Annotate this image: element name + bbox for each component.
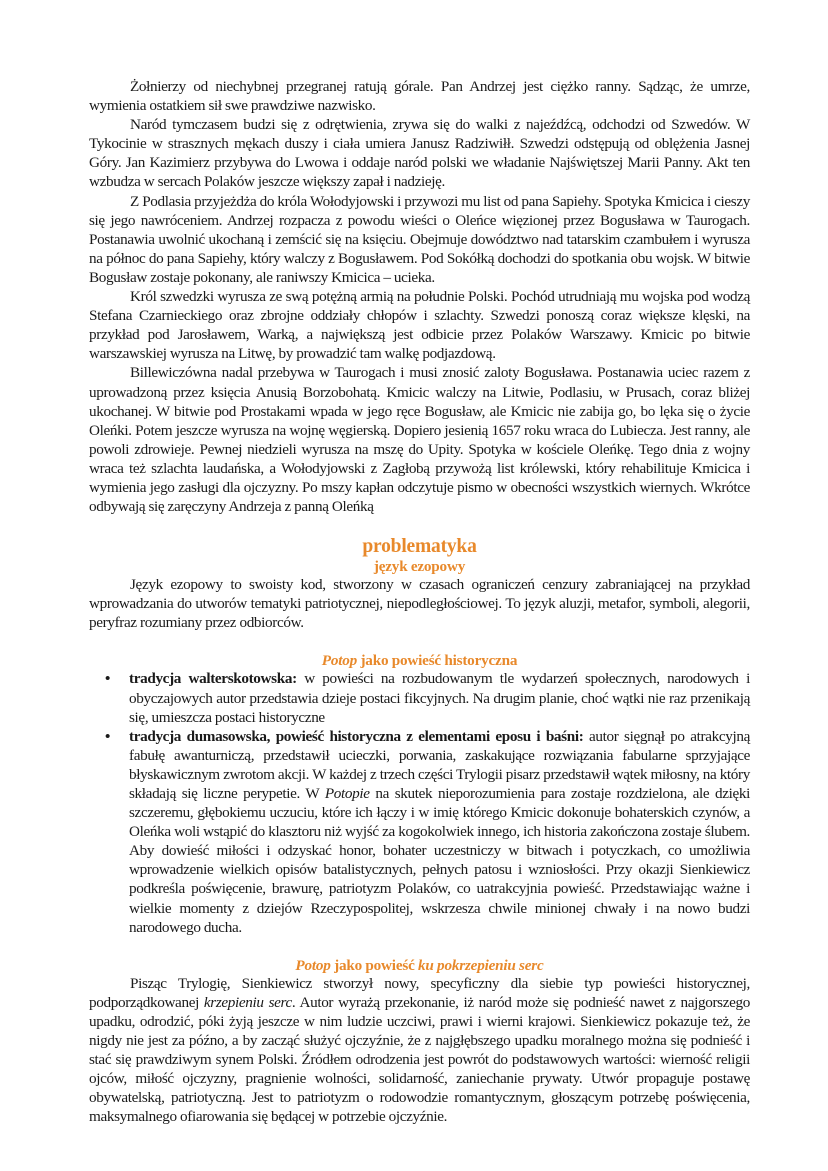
bullet-icon: • <box>105 727 110 745</box>
document-page <box>89 77 750 1127</box>
list-item <box>105 669 750 726</box>
pokrzepienie-paragraph <box>89 974 750 1127</box>
plot-paragraph: Billewiczówna nadal przebywa w Taurogach i musi znosić zaloty Bogusława. Postanawia uciec razem z uprowadzoną przez księcia Anusią Borzobohatą. Kmicic walczy na Litwie, Podlasiu, w Prusach, coraz bliżej ukochanej. W bitwie pod Prostakami wpada w jego ręce Bogusław, ale Kmicic nie zabija go, bo lęka się o życie Oleńki. Potem jeszcze wyrusza na wojnę węgierską. Dopiero jesienią 1657 roku wraca do Lubiecza. Jest ranny, ale powoli zdrowieje. Pewnej niedzieli wyrusza na mszę do Upity. Spotyka w kościele Oleńkę. Tego dnia z wojny wraca też szlachta laudańska, a Wołodyjowski z Zagłobą przywożą list królewski, który rehabilituje Kmicica i wymienia jego zasługi dla ojczyzny. Po mszy kapłan odczytuje pismo w obecności wszystkich wiernych. Wkrótce odbywają się zaręczyny Andrzeja z panną Oleńką <box>89 364 750 516</box>
list-item-term: tradycja walterskotowska: <box>129 670 297 688</box>
subheading-jezyk-ezopowy: język ezopowy <box>373 558 466 576</box>
subheading-historical-novel <box>89 652 750 669</box>
traditions-list <box>89 669 750 936</box>
plot-paragraph: Król szwedzki wyrusza ze swą potężną armią na południe Polski. Pochód utrudniają mu wojska pod wodzą Stefana Czarnieckiego oraz zbrojne oddziały chłopów i szlachty. Szwedzi ponoszą coraz większe klęski, na przykład pod Jarosławem, Warką, a największą jest odbicie przez Polaków Warszawy. Kmicic po bitwie warszawskiej wyrusza na Litwę, by prowadzić tam walkę podjazdową. <box>89 288 750 363</box>
paragraph-text: Pisząc Trylogię, Sienkiewicz stworzył nowy, specyficzny dla siebie typ powieści historycznej, podporządkowanej <box>89 974 750 1011</box>
jezyk-ezopowy-paragraph: Język ezopowy to swoisty kod, stworzony w czasach ograniczeń cenzury zabraniającej na przykład wprowadzania do utworów tematyki patriotycznej, niepodległościowej. To język aluzji, metafor, symboli, alegorii, peryfraz rozumiany przez odbiorców. <box>89 576 750 632</box>
plot-paragraph: Naród tymczasem budzi się z odrętwienia, zrywa się do walki z najeźdźcą, odchodzi od Szwedów. W Tykocinie w strasznych mękach duszy i ciała umiera Janusz Radziwiłł. Szwedzi odstępują od oblężenia Jasnej Góry. Jan Kazimierz przybywa do Lwowa i oddaje naród polski we władanie Najświętszej Marii Panny. Akt ten wzbudza w sercach Polaków jeszcze większy zapał i nadzieję. <box>89 116 750 191</box>
heading-title-italic: Potop <box>321 652 358 670</box>
plot-summary <box>89 77 750 516</box>
heading-title-rest: jako powieść historyczna <box>357 652 518 670</box>
list-item-text: autor sięgnął po atrakcyjną fabułę awanturniczą, przedstawił ucieczki, porwania, zaskakujące rozwiązania fabularne sprzyjające błyskawicznym zwrotom akcji. W każdej z trzech części Trylogii pisarz przedstawił wątek miłosny, na który składają się liczne perypetie. W <box>129 727 750 802</box>
paragraph-italic: krzepieniu serc <box>203 993 292 1011</box>
paragraph-text: . Autor wyrażą przekonanie, iż naród może się podnieść nawet z najgorszego upadku, odrodzić, póki żyją jeszcze w nim ludzie uczciwi, prawi i wierni krajowi. Sienkiewicz pokazuje też, że nigdy nie jest za późno, a by zacząć służyć ojczyźnie, że z najgłębszego upadku moralnego można się podnieść i stać się prawdziwym synem Polski. Źródłem odrodzenia jest powrót do podstawowych wartości: wierność religii ojców, miłość ojczyzny, pragnienie wolności, solidarność, zaniechanie prywaty. Utwór propaguje postawę obywatelską, patriotyczną. Jest to patriotyzm o rodowodzie romantycznym, głoszącym potrzebę poświęcenia, maksymalnego ofiarowania się będącej w potrzebie ojczyźnie. <box>89 993 750 1126</box>
plot-paragraph: Żołnierzy od niechybnej przegranej ratują górale. Pan Andrzej jest ciężko ranny. Sądząc, że umrze, wymienia ostatkiem sił swe prawdziwe nazwisko. <box>89 78 750 115</box>
problematyka-section <box>89 536 750 1126</box>
list-item-italic: Potopie <box>324 785 370 802</box>
heading-title-mid: jako powieść <box>330 956 419 974</box>
heading-title-italic: ku pokrzepieniu serc <box>418 956 544 974</box>
list-item <box>105 727 751 937</box>
list-item-text: na skutek nieporozumienia para zostaje rozdzielona, ale dzięki szczeremu, głębokiemu uczuciu, które ich łączy i w imię którego Kmicic dokonuje bohaterskich czynów, a Oleńka woli wstąpić do klasztoru niż wyjść za kogokolwiek innego, ich historia zakończona zostaje ślubem. Aby dowieść miłości i odzyskać honor, bohater uczestniczy w bitwach i potyczkach, co umożliwia wprowadzenie wielkich opisów batalistycznych, pełnych patosu i wzniosłości. Przy okazji Sienkiewicz podkreśla poświęcenie, brawurę, patriotyzm Polaków, co uatrakcyjnia powieść. Przedstawiając ważne i wielkie momenty z dziejów Rzeczypospolitej, wskrzesza chwile minionej chwały i na nowo budzi narodowego ducha. <box>129 785 751 936</box>
bullet-icon: • <box>105 670 110 688</box>
heading-title-italic: Potop <box>295 956 331 974</box>
subheading-pokrzepienie <box>89 957 750 974</box>
section-title: problematyka <box>362 536 477 558</box>
plot-paragraph: Z Podlasia przyjeżdża do króla Wołodyjowski i przywozi mu list od pana Sapiehy. Spotyka Kmicica i cieszy się jego nawróceniem. Andrzej rozpacza z powodu wieści o Oleńce więzionej przez Bogusława w Taurogach. Postanawia uwolnić ukochaną i zemścić się na księciu. Obejmuje dowództwo nad tatarskim czambułem i wyrusza na północ do pana Sapiehy, który walczy z Bogusławem. Pod Sokółką dochodzi do spotkania obu wojsk. W bitwie Bogusław zostaje pokonany, ale raniwszy Kmicica – ucieka. <box>89 192 750 286</box>
list-item-term: tradycja dumasowska, powieść historyczna z elementami eposu i baśni: <box>129 727 584 745</box>
list-item-text: w powieści na rozbudowanym tle wydarzeń społecznych, narodowych i obyczajowych autor przedstawia dzieje postaci fikcyjnych. Na drugim planie, choć wątki nie raz przenikają się, umieszcza postaci historyczne <box>129 670 750 726</box>
